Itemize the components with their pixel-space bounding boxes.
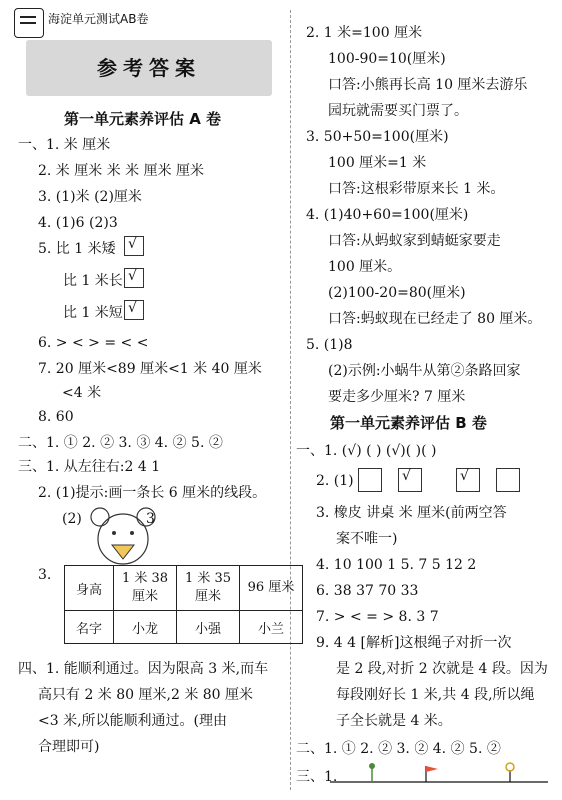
section-b-title: 第一单元素养评估 B 卷 xyxy=(330,414,487,432)
check-box xyxy=(124,268,144,288)
answer-line: 5. 比 1 米矮 xyxy=(38,241,116,257)
answer-line: 比 1 米短 xyxy=(63,305,123,321)
answer-line: 四、1. 能顺利通过。因为限高 3 米,而车 xyxy=(18,661,269,677)
answer-line: 4. 10 100 1 5. 7 5 12 2 xyxy=(316,557,477,573)
check-box xyxy=(496,468,520,492)
check-box xyxy=(456,468,480,492)
answer-line: (2)100-20=80(厘米) xyxy=(328,285,466,301)
table-cell: 小强 xyxy=(177,611,240,644)
answer-line: 口答:这根彩带原来长 1 米。 xyxy=(328,181,505,197)
answer-line: 三、1. 从左往右:2 4 1 xyxy=(18,459,161,475)
answer-line: 100 厘米。 xyxy=(328,259,402,275)
answer-line: 每段刚好长 1 米,共 4 段,所以绳 xyxy=(336,687,535,703)
answer-line: 7. > < = > 8. 3 7 xyxy=(316,609,439,625)
answer-line: 是 2 段,对折 2 次就是 4 段。因为 xyxy=(336,661,548,677)
answer-line: 口答:小熊再长高 10 厘米去游乐 xyxy=(328,77,528,93)
answer-line: 2. (1)提示:画一条长 6 厘米的线段。 xyxy=(38,485,267,501)
answer-line: 100 厘米=1 米 xyxy=(328,155,427,171)
table-cell: 小龙 xyxy=(114,611,177,644)
answer-line: 5. (1)8 xyxy=(306,337,353,353)
answer-line: 6. > < > = < < xyxy=(38,335,149,351)
check-box xyxy=(124,300,144,320)
table-cell: 96 厘米 xyxy=(240,566,303,611)
answer-line: 4. (1)40+60=100(厘米) xyxy=(306,207,469,223)
answer-line: 三、1. xyxy=(296,769,338,785)
check-box xyxy=(124,236,144,256)
table-cell: 名字 xyxy=(65,611,114,644)
answer-line: <4 米 xyxy=(62,385,102,401)
banner-title: 参考答案 xyxy=(97,56,201,80)
answer-line: 3 xyxy=(146,511,155,527)
answer-line: 6. 38 37 70 33 xyxy=(316,583,419,599)
table-cell: 1 米 38 厘米 xyxy=(114,566,177,611)
section-a-title: 第一单元素养评估 A 卷 xyxy=(64,110,222,128)
answer-line: 园玩就需要买门票了。 xyxy=(328,103,468,119)
answer-line: 3. 橡皮 讲桌 米 厘米(前两空答 xyxy=(316,505,507,521)
table-cell: 小兰 xyxy=(240,611,303,644)
answer-line: 100-90=10(厘米) xyxy=(328,51,446,67)
brand-logo-icon xyxy=(14,8,44,38)
number-line-drawing xyxy=(330,758,550,786)
answer-line: 比 1 米长 xyxy=(63,273,123,289)
answer-line: 2. 1 米=100 厘米 xyxy=(306,25,423,41)
table-cell: 身高 xyxy=(65,566,114,611)
answer-line: 二、1. ① 2. ② 3. ③ 4. ② 5. ② xyxy=(18,435,223,451)
answer-line: 4. (1)6 (2)3 xyxy=(38,215,118,231)
brand-text: 海淀单元测试AB卷 xyxy=(48,12,149,26)
answer-line: 案不唯一) xyxy=(336,531,398,547)
answer-line: 一、1. 米 厘米 xyxy=(18,137,111,153)
answer-line: 9. 4 4 [解析]这根绳子对折一次 xyxy=(316,635,512,651)
answer-line: 子全长就是 4 米。 xyxy=(336,713,452,729)
answer-line: 合理即可) xyxy=(38,739,100,755)
check-box xyxy=(358,468,382,492)
answer-line: 口答:蚂蚁现在已经走了 80 厘米。 xyxy=(328,311,542,327)
table-cell: 1 米 35 厘米 xyxy=(177,566,240,611)
answer-line: 8. 60 xyxy=(38,409,74,425)
answer-line: 3. 50+50=100(厘米) xyxy=(306,129,449,145)
answer-line: 二、1. ① 2. ② 3. ② 4. ② 5. ② xyxy=(296,741,501,757)
answer-line: (2) xyxy=(62,511,82,527)
answer-line: 一、1. (√) ( ) (√)( )( ) xyxy=(296,443,437,459)
answer-line: 3. (1)米 (2)厘米 xyxy=(38,189,142,205)
column-divider xyxy=(290,10,291,790)
answer-line: 2. (1) xyxy=(316,473,354,489)
answer-line: 2. 米 厘米 米 米 厘米 厘米 xyxy=(38,163,205,179)
check-box xyxy=(398,468,422,492)
height-name-table xyxy=(64,565,303,644)
answer-banner xyxy=(26,40,272,96)
answer-line: 3. xyxy=(38,567,52,583)
answer-line: (2)示例:小蜗牛从第②条路回家 xyxy=(328,363,521,379)
answer-line: 7. 20 厘米<89 厘米<1 米 40 厘米 xyxy=(38,361,262,377)
answer-line: 要走多少厘米? 7 厘米 xyxy=(328,389,466,405)
answer-line: 高只有 2 米 80 厘米,2 米 80 厘米 xyxy=(38,687,254,703)
answer-line: <3 米,所以能顺利通过。(理由 xyxy=(38,713,227,729)
answer-line: 口答:从蚂蚁家到蜻蜓家要走 xyxy=(328,233,501,249)
